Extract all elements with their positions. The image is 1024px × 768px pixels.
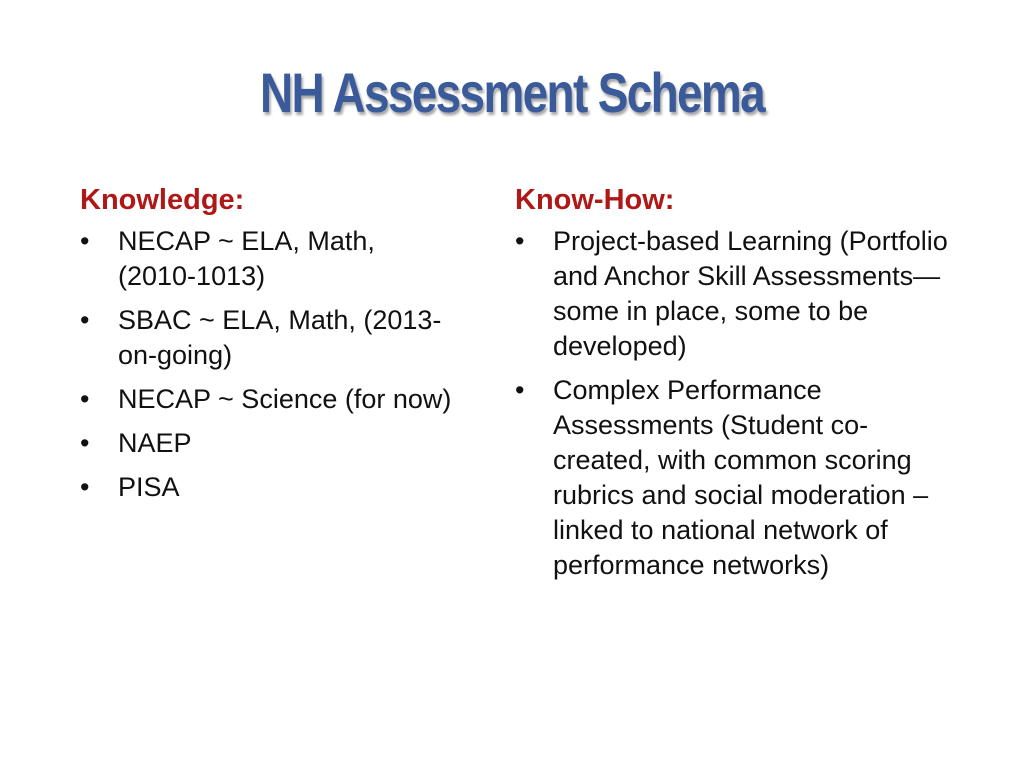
list-item — [80, 426, 460, 461]
bullet-icon: • — [80, 472, 90, 502]
list-item-text: NAEP — [118, 428, 192, 458]
list-item-text: PISA — [118, 472, 180, 502]
bullet-icon: • — [515, 375, 525, 405]
list-item-text: Complex Performance Assessments (Student co-created, with common scoring rubrics and social moderation – linked to national network of performance networks) — [553, 375, 929, 580]
slide-title: NH Assessment Schema — [259, 61, 765, 124]
knowledge-heading: Knowledge: — [80, 184, 245, 216]
list-item — [515, 373, 955, 583]
knowledge-list — [80, 224, 460, 505]
bullet-icon: • — [80, 226, 90, 256]
know-how-heading: Know-How: — [515, 184, 675, 216]
list-item-text: NECAP ~ Science (for now) — [118, 384, 452, 414]
list-item — [80, 224, 460, 294]
bullet-icon: • — [80, 305, 90, 335]
list-item — [80, 470, 460, 505]
know-how-column — [515, 180, 955, 592]
list-item-text: SBAC ~ ELA, Math, (2013-on-going) — [118, 305, 442, 370]
list-item-text: NECAP ~ ELA, Math, (2010-1013) — [118, 226, 375, 291]
list-item — [80, 303, 460, 373]
bullet-icon: • — [80, 428, 90, 458]
know-how-list — [515, 224, 955, 583]
list-item — [80, 382, 460, 417]
knowledge-column — [80, 180, 460, 514]
list-item — [515, 224, 955, 364]
bullet-icon: • — [80, 384, 90, 414]
list-item-text: Project-based Learning (Portfolio and Anchor Skill Assessments—some in place, some to be developed) — [553, 226, 948, 361]
bullet-icon: • — [515, 226, 525, 256]
